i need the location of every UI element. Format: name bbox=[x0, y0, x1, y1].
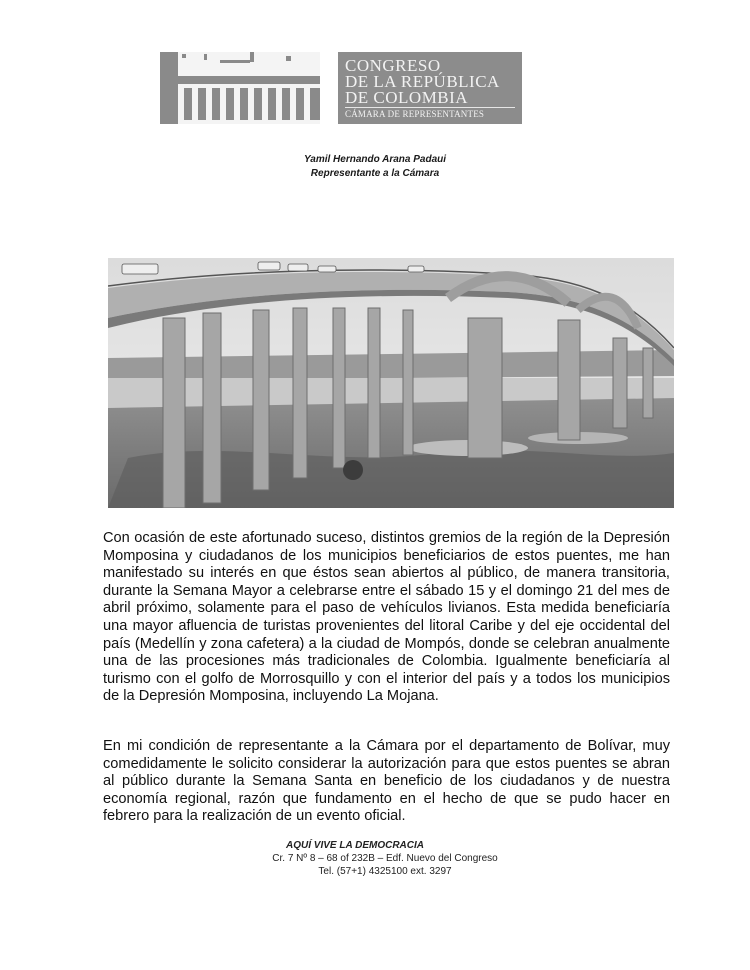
capitol-columns-logo bbox=[160, 52, 320, 124]
representative-title: Representante a la Cámara bbox=[310, 168, 440, 179]
letterhead-line-republica: DE LA REPÚBLICA bbox=[345, 72, 500, 91]
footer-phone: Tel. (57+1) 4325100 ext. 3297 bbox=[318, 866, 452, 877]
footer-address: Cr. 7 Nº 8 – 68 of 232B – Edf. Nuevo del Congreso bbox=[272, 853, 498, 864]
body-paragraph-2: En mi condición de representante a la Cámara por el departamento de Bolívar, muy comedidamente le solicito considerar la autorización para que estos puentes se abran al público durante la Semana Santa en beneficio de los ciudadanos y de nuestra economía regional, razón que fundamento en el hecho de que se pudo hacer en febrero para la realización de un evento oficial. bbox=[103, 738, 670, 825]
letterhead-line-colombia: DE COLOMBIA bbox=[345, 88, 469, 107]
letterhead-line-camara: CÁMARA DE REPRESENTANTES bbox=[345, 109, 485, 119]
footer-motto: AQUÍ VIVE LA DEMOCRACIA bbox=[286, 840, 424, 851]
letterhead-line-congreso: CONGRESO bbox=[345, 56, 441, 75]
representative-name: Yamil Hernando Arana Padaui bbox=[303, 154, 447, 165]
bridge-photo bbox=[108, 258, 674, 508]
body-paragraph-1: Con ocasión de este afortunado suceso, distintos gremios de la región de la Depresión Momposina y ciudadanos de los municipios beneficiarios de estos puentes, me han manifestado su interés en que éstos sean abiertos al público, de manera transitoria, durante la Semana Mayor a celebrarse entre el sábado 15 y el domingo 21 del mes de abril próximo, solamente para el paso de vehículos livianos. Esta medida beneficiaría una mayor afluencia de turistas provenientes del litoral Caribe y del eje occidental del país (Medellín y zona cafetera) a la ciudad de Mompós, donde se celebran anualmente una de las procesiones más tradicionales de Colombia. Igualmente beneficiaría al turismo con el golfo de Morrosquillo y con el interior del país y a todos los municipios de la Depresión Momposina, incluyendo La Mojana. bbox=[103, 530, 670, 705]
letterhead bbox=[160, 52, 522, 124]
letterhead-divider bbox=[345, 107, 515, 108]
congress-nameplate bbox=[338, 52, 522, 124]
